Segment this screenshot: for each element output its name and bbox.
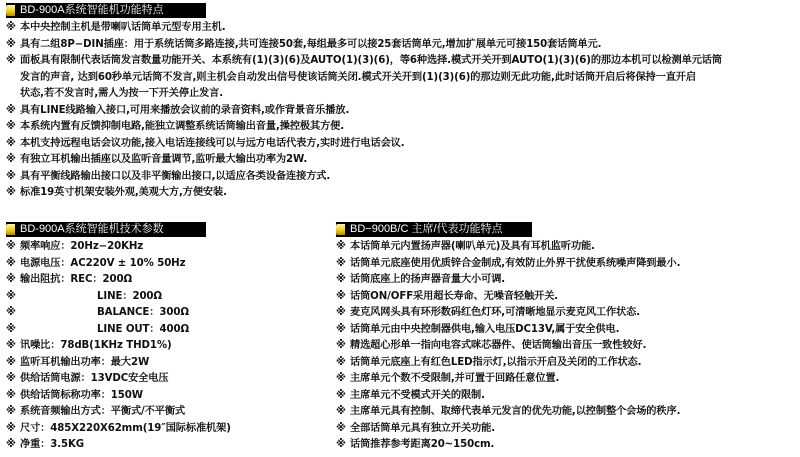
list-item-text: 全部话筒单元具有独立开关功能.: [350, 422, 495, 434]
list-item: [6, 421, 231, 438]
list-item-text: 系统音频输出方式：平衡式/不平衡式: [20, 406, 186, 417]
list-item: [6, 103, 722, 120]
list-item-text: 话筒ON/OFF采用超长寿命、无噪音轻触开关.: [350, 290, 559, 302]
list-item-text: BALANCE：300Ω: [97, 307, 189, 318]
list-item-text: 具有LINE线路输入接口,可用来播放会议前的录音资料,或作背景音乐播放.: [20, 104, 350, 116]
bullet-mark: ※: [336, 323, 346, 335]
list-item-text: 面板具有限制代表话筒发言数量功能开关、本系统有(1)(3)(6)及AUTO(1)(3)(6)，等6种选择.模式开关开到AUTO(1)(3)(6)的那边本机可以检测单元话筒: [20, 55, 722, 66]
list-item-text: LINE：200Ω: [97, 290, 162, 302]
list-item: [6, 239, 231, 256]
bullet-mark: ※: [336, 389, 346, 401]
bullet-mark: ※: [336, 241, 346, 252]
list-item: [336, 305, 680, 322]
bullet-mark: ※: [336, 373, 346, 384]
list-item-text: 话筒单元底座使用优质锌合金制成,有效防止外界干扰使系统噪声降到最小.: [350, 257, 681, 269]
list-item-text: 净重：3.5KG: [20, 439, 85, 450]
units-list: [336, 239, 680, 454]
list-item: [6, 355, 231, 372]
list-item: [6, 37, 722, 54]
list-item: [6, 185, 722, 202]
list-item-text: 频率响应：20Hz−20KHz: [20, 241, 144, 252]
bullet-mark: ※: [6, 307, 16, 318]
list-item: [336, 388, 680, 405]
list-item: [6, 256, 231, 273]
bullet-mark: ※: [6, 422, 16, 434]
bullet-mark: ※: [6, 389, 16, 401]
section-title: BD-900A系统智能机功能特点: [20, 4, 164, 16]
list-item-text: 主席单元个数不受限制,并可置于回路任意位置.: [350, 373, 560, 384]
list-item-text: 供给话筒标称功率：150W: [20, 389, 143, 401]
list-item-text: 麦克风网头具有环形数码红色灯环,可清晰地显示麦克风工作状态.: [350, 307, 640, 318]
list-item: [6, 305, 231, 322]
bullet-mark: ※: [6, 187, 16, 198]
bullet-mark: ※: [6, 38, 16, 50]
section-header-features: [6, 3, 206, 18]
list-item: [336, 371, 680, 388]
bullet-mark: ※: [336, 422, 346, 434]
bullet-mark: ※: [6, 340, 16, 351]
list-item-text: 主席单元具有控制、取缔代表单元发言的优先功能,以控制整个会场的秩序.: [350, 406, 681, 417]
bullet-mark: ※: [336, 406, 346, 417]
bullet-mark: ※: [336, 274, 346, 285]
list-item: [6, 152, 722, 169]
bullet-mark: ※: [336, 356, 346, 368]
section-title: BD-900A系统智能机技术参数: [20, 223, 164, 235]
list-item: [336, 421, 680, 438]
list-item: [6, 20, 722, 37]
list-item: [336, 239, 680, 256]
list-item-text: 讯噪比：78dB(1KHz THD1%): [20, 340, 172, 351]
list-item-text: 本话筒单元内置扬声器(喇叭单元)及具有耳机监听功能.: [350, 241, 595, 252]
list-item-text: 话筒单元底座上有红色LED指示灯,以指示开启及关闭的工作状态.: [350, 356, 642, 368]
list-item: [336, 322, 680, 339]
list-item: [6, 86, 722, 103]
list-item: [6, 53, 722, 70]
list-item: [6, 338, 231, 355]
bullet-mark: ※: [336, 439, 346, 450]
bullet-mark: ※: [6, 170, 16, 182]
list-item: [6, 136, 722, 153]
bullet-mark: ※: [6, 241, 16, 252]
list-item-text: 发言的声音, 达到60秒单元话筒不发言,则主机会自动发出信号使该话筒关闭.模式开关开到(1)(3)(6)的那边则无此功能,此时话筒开启后将保持一直开启: [20, 71, 696, 83]
list-item-text: 本机支持远程电话会议功能,接入电话连接线可以与远方电话代表方,实时进行电话会议.: [20, 137, 405, 149]
list-item-text: 标准19英寸机架安装外观,美观大方,方便安装.: [20, 187, 227, 198]
bullet-mark: ※: [6, 356, 16, 368]
list-item-text: 电源电压：AC220V ± 10% 50Hz: [20, 257, 186, 269]
bullet-mark: ※: [336, 257, 346, 269]
bullet-mark: ※: [6, 55, 16, 66]
list-item: [336, 338, 680, 355]
list-item-text: 话筒单元由中央控制器供电,输入电压DC13V,属于安全供电.: [350, 323, 620, 335]
list-item: [6, 169, 722, 186]
list-item: [6, 322, 231, 339]
header-tag-icon: [336, 224, 345, 235]
list-item-text: 本中央控制主机是带喇叭话筒单元型专用主机.: [20, 22, 226, 33]
bullet-mark: ※: [336, 340, 346, 351]
list-item: [336, 355, 680, 372]
bullet-mark: ※: [6, 406, 16, 417]
bullet-mark: ※: [6, 290, 16, 302]
list-item-text: 本系统内置有反馈抑制电路,能独立调整系统话筒输出音量,操控极其方便.: [20, 121, 345, 132]
list-item: [336, 256, 680, 273]
list-item-text: 话筒推荐参考距离20~150cm.: [350, 439, 495, 450]
bullet-mark: ※: [336, 290, 346, 302]
section-title: BD−900B/C 主席/代表功能特点: [350, 223, 503, 235]
list-item-text: 有独立耳机输出插座以及监听音量调节,监听最大输出功率为2W.: [20, 154, 308, 165]
bullet-mark: ※: [6, 439, 16, 450]
bullet-mark: ※: [336, 307, 346, 318]
section-header-specs: [6, 222, 206, 237]
list-item-text: 主席单元不受模式开关的限制.: [350, 389, 485, 401]
bullet-mark: ※: [6, 154, 16, 165]
list-item: [6, 388, 231, 405]
list-item-text: 具有二组8P−DIN插座：用于系统话筒多路连接,共可连接50套,每组最多可以接25套话筒单元,增加扩展单元可接150套话筒单元.: [20, 38, 602, 50]
list-item: [336, 404, 680, 421]
bullet-mark: ※: [6, 121, 16, 132]
list-item-text: 尺寸：485X220X62mm(19″国际标准机架): [20, 422, 231, 434]
header-tag-icon: [6, 224, 15, 235]
bullet-mark: ※: [6, 257, 16, 269]
list-item: [336, 272, 680, 289]
specs-list: [6, 239, 231, 454]
list-item: [6, 119, 722, 136]
list-item: [6, 404, 231, 421]
features-list: [6, 20, 722, 202]
list-item: [336, 289, 680, 306]
list-item: [336, 437, 680, 454]
list-item-text: 具有平衡线路输出接口以及非平衡输出接口,以适应各类设备连接方式.: [20, 170, 331, 182]
section-header-units: [336, 222, 532, 237]
list-item: [6, 289, 231, 306]
list-item: [6, 371, 231, 388]
list-item-text: 状态,若不发言时,需人为按一下开关停止发言.: [20, 88, 223, 99]
list-item-text: LINE OUT：400Ω: [97, 323, 190, 335]
list-item-text: 输出阻抗：REC：200Ω: [20, 274, 133, 285]
list-item: [6, 437, 231, 454]
bullet-mark: ※: [6, 274, 16, 285]
list-item: [6, 70, 722, 87]
list-item-text: 供给话筒电源：13VDC安全电压: [20, 373, 169, 384]
list-item-text: 监听耳机输出功率：最大2W: [20, 356, 150, 368]
bullet-mark: ※: [6, 137, 16, 149]
bullet-mark: ※: [6, 22, 16, 33]
bullet-mark: ※: [6, 373, 16, 384]
list-item-text: 话筒底座上的扬声器音量大小可调.: [350, 274, 506, 285]
bullet-mark: ※: [6, 323, 16, 335]
list-item: [6, 272, 231, 289]
bullet-mark: ※: [6, 104, 16, 116]
list-item-text: 精选超心形单一指向电容式咪芯器件、使话筒输出音压一致性较好.: [350, 340, 647, 351]
header-tag-icon: [6, 5, 15, 16]
